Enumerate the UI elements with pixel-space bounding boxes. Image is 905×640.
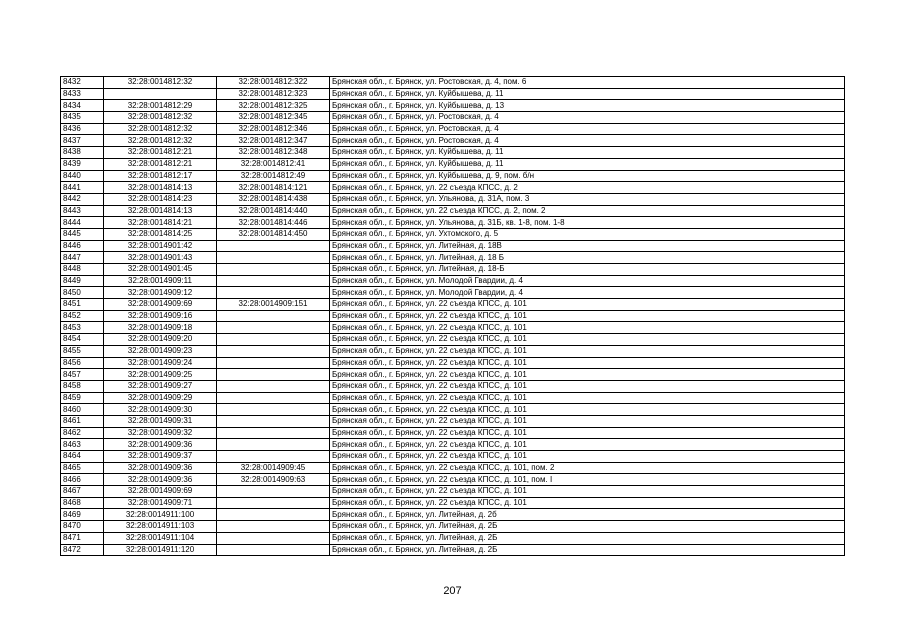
cadastral-block-cell: 32:28:0014909:11 <box>104 275 217 287</box>
cadastral-block-cell: 32:28:0014812:32 <box>104 123 217 135</box>
row-number-cell: 8456 <box>61 357 104 369</box>
cadastral-block-cell: 32:28:0014812:17 <box>104 170 217 182</box>
cadastral-block-cell: 32:28:0014909:36 <box>104 439 217 451</box>
cadastral-block-cell: 32:28:0014909:12 <box>104 287 217 299</box>
table-row <box>61 182 845 194</box>
table-row <box>61 88 845 100</box>
table-row <box>61 415 845 427</box>
cadastral-block-cell: 32:28:0014901:45 <box>104 264 217 276</box>
row-number-cell: 8441 <box>61 182 104 194</box>
address-cell: Брянская обл., г. Брянск, ул. 22 съезда КПСС, д. 101 <box>330 497 845 509</box>
address-cell: Брянская обл., г. Брянск, ул. 22 съезда КПСС, д. 101 <box>330 415 845 427</box>
cadastral-block-cell: 32:28:0014812:32 <box>104 112 217 124</box>
table-row <box>61 299 845 311</box>
object-number-cell <box>217 345 330 357</box>
row-number-cell: 8467 <box>61 486 104 498</box>
object-number-cell: 32:28:0014909:151 <box>217 299 330 311</box>
cadastral-block-cell: 32:28:0014909:29 <box>104 392 217 404</box>
address-cell: Брянская обл., г. Брянск, ул. Ульянова, д. 31Б, кв. 1-8, пом. 1-8 <box>330 217 845 229</box>
address-cell: Брянская обл., г. Брянск, ул. Литейная, д. 2б <box>330 509 845 521</box>
row-number-cell: 8449 <box>61 275 104 287</box>
object-number-cell <box>217 252 330 264</box>
table-row <box>61 123 845 135</box>
address-cell: Брянская обл., г. Брянск, ул. 22 съезда КПСС, д. 101 <box>330 369 845 381</box>
cadastral-block-cell: 32:28:0014812:21 <box>104 147 217 159</box>
object-number-cell: 32:28:0014812:348 <box>217 147 330 159</box>
row-number-cell: 8432 <box>61 77 104 89</box>
object-number-cell <box>217 334 330 346</box>
address-cell: Брянская обл., г. Брянск, ул. 22 съезда КПСС, д. 101 <box>330 345 845 357</box>
table-row <box>61 322 845 334</box>
table-row <box>61 497 845 509</box>
cadastral-block-cell: 32:28:0014812:29 <box>104 100 217 112</box>
address-cell: Брянская обл., г. Брянск, ул. 22 съезда КПСС, д. 101 <box>330 439 845 451</box>
row-number-cell: 8457 <box>61 369 104 381</box>
row-number-cell: 8433 <box>61 88 104 100</box>
cadastral-block-cell: 32:28:0014911:103 <box>104 521 217 533</box>
object-number-cell: 32:28:0014814:121 <box>217 182 330 194</box>
address-cell: Брянская обл., г. Брянск, ул. 22 съезда КПСС, д. 101 <box>330 334 845 346</box>
row-number-cell: 8439 <box>61 158 104 170</box>
cadastral-block-cell: 32:28:0014901:43 <box>104 252 217 264</box>
row-number-cell: 8465 <box>61 462 104 474</box>
object-number-cell <box>217 497 330 509</box>
table-row <box>61 345 845 357</box>
object-number-cell: 32:28:0014909:63 <box>217 474 330 486</box>
table-row <box>61 380 845 392</box>
address-cell: Брянская обл., г. Брянск, ул. Литейная, д. 18 Б <box>330 252 845 264</box>
row-number-cell: 8472 <box>61 544 104 556</box>
row-number-cell: 8444 <box>61 217 104 229</box>
object-number-cell: 32:28:0014812:346 <box>217 123 330 135</box>
address-cell: Брянская обл., г. Брянск, ул. Литейная, д. 2Б <box>330 532 845 544</box>
table-row <box>61 404 845 416</box>
address-cell: Брянская обл., г. Брянск, ул. 22 съезда КПСС, д. 101, пом. I <box>330 474 845 486</box>
table-row <box>61 532 845 544</box>
address-cell: Брянская обл., г. Брянск, ул. Литейная, д. 2Б <box>330 521 845 533</box>
object-number-cell <box>217 439 330 451</box>
address-cell: Брянская обл., г. Брянск, ул. 22 съезда КПСС, д. 101 <box>330 380 845 392</box>
cadastral-block-cell: 32:28:0014911:120 <box>104 544 217 556</box>
object-number-cell: 32:28:0014814:438 <box>217 193 330 205</box>
row-number-cell: 8448 <box>61 264 104 276</box>
table-row <box>61 544 845 556</box>
object-number-cell <box>217 240 330 252</box>
object-number-cell <box>217 264 330 276</box>
table-row <box>61 474 845 486</box>
row-number-cell: 8463 <box>61 439 104 451</box>
object-number-cell: 32:28:0014812:347 <box>217 135 330 147</box>
table-row <box>61 462 845 474</box>
table-row <box>61 252 845 264</box>
cadastral-block-cell: 32:28:0014901:42 <box>104 240 217 252</box>
row-number-cell: 8471 <box>61 532 104 544</box>
cadastral-block-cell: 32:28:0014909:69 <box>104 299 217 311</box>
row-number-cell: 8443 <box>61 205 104 217</box>
address-cell: Брянская обл., г. Брянск, ул. Молодой Гвардии, д. 4 <box>330 275 845 287</box>
cadastral-block-cell: 32:28:0014814:13 <box>104 182 217 194</box>
address-cell: Брянская обл., г. Брянск, ул. 22 съезда КПСС, д. 101 <box>330 451 845 463</box>
cadastral-block-cell: 32:28:0014909:69 <box>104 486 217 498</box>
object-number-cell <box>217 509 330 521</box>
address-cell: Брянская обл., г. Брянск, ул. Ульянова, д. 31А, пом. 3 <box>330 193 845 205</box>
object-number-cell: 32:28:0014814:446 <box>217 217 330 229</box>
address-cell: Брянская обл., г. Брянск, ул. 22 съезда КПСС, д. 2 <box>330 182 845 194</box>
object-number-cell <box>217 310 330 322</box>
table-row <box>61 451 845 463</box>
address-cell: Брянская обл., г. Брянск, ул. Ростовская, д. 4, пом. 6 <box>330 77 845 89</box>
address-cell: Брянская обл., г. Брянск, ул. Куйбышева, д. 13 <box>330 100 845 112</box>
object-number-cell <box>217 451 330 463</box>
object-number-cell: 32:28:0014812:41 <box>217 158 330 170</box>
table-row <box>61 264 845 276</box>
row-number-cell: 8447 <box>61 252 104 264</box>
cadastral-block-cell: 32:28:0014909:23 <box>104 345 217 357</box>
address-cell: Брянская обл., г. Брянск, ул. Ростовская, д. 4 <box>330 112 845 124</box>
object-number-cell <box>217 486 330 498</box>
row-number-cell: 8453 <box>61 322 104 334</box>
cadastral-block-cell: 32:28:0014909:18 <box>104 322 217 334</box>
address-cell: Брянская обл., г. Брянск, ул. Литейная, д. 18-Б <box>330 264 845 276</box>
address-cell: Брянская обл., г. Брянск, ул. 22 съезда КПСС, д. 101 <box>330 299 845 311</box>
address-cell: Брянская обл., г. Брянск, ул. Куйбышева, д. 11 <box>330 88 845 100</box>
cadastral-block-cell: 32:28:0014814:13 <box>104 205 217 217</box>
object-number-cell: 32:28:0014812:322 <box>217 77 330 89</box>
cadastral-block-cell: 32:28:0014909:36 <box>104 474 217 486</box>
table-row <box>61 228 845 240</box>
cadastral-block-cell: 32:28:0014909:25 <box>104 369 217 381</box>
address-cell: Брянская обл., г. Брянск, ул. Ростовская, д. 4 <box>330 123 845 135</box>
cadastral-block-cell: 32:28:0014909:16 <box>104 310 217 322</box>
table-row <box>61 334 845 346</box>
table-row <box>61 170 845 182</box>
row-number-cell: 8454 <box>61 334 104 346</box>
cadastral-block-cell: 32:28:0014909:32 <box>104 427 217 439</box>
object-number-cell: 32:28:0014814:450 <box>217 228 330 240</box>
table-row <box>61 240 845 252</box>
row-number-cell: 8469 <box>61 509 104 521</box>
address-cell: Брянская обл., г. Брянск, ул. Литейная, д. 18В <box>330 240 845 252</box>
row-number-cell: 8459 <box>61 392 104 404</box>
address-cell: Брянская обл., г. Брянск, ул. Куйбышева, д. 11 <box>330 147 845 159</box>
table-row <box>61 392 845 404</box>
cadastral-block-cell: 32:28:0014909:71 <box>104 497 217 509</box>
row-number-cell: 8458 <box>61 380 104 392</box>
row-number-cell: 8468 <box>61 497 104 509</box>
table-row <box>61 521 845 533</box>
object-number-cell: 32:28:0014814:440 <box>217 205 330 217</box>
table-row <box>61 439 845 451</box>
row-number-cell: 8452 <box>61 310 104 322</box>
address-cell: Брянская обл., г. Брянск, ул. 22 съезда КПСС, д. 101 <box>330 404 845 416</box>
cadastral-block-cell: 32:28:0014909:24 <box>104 357 217 369</box>
object-number-cell: 32:28:0014812:325 <box>217 100 330 112</box>
table-row <box>61 486 845 498</box>
object-number-cell <box>217 404 330 416</box>
object-number-cell <box>217 287 330 299</box>
table-row <box>61 275 845 287</box>
object-number-cell <box>217 380 330 392</box>
row-number-cell: 8451 <box>61 299 104 311</box>
object-number-cell <box>217 415 330 427</box>
registry-table-body <box>61 77 845 556</box>
cadastral-block-cell: 32:28:0014812:32 <box>104 135 217 147</box>
table-row <box>61 158 845 170</box>
cadastral-block-cell: 32:28:0014909:20 <box>104 334 217 346</box>
registry-table <box>60 76 845 556</box>
address-cell: Брянская обл., г. Брянск, ул. 22 съезда КПСС, д. 101 <box>330 357 845 369</box>
object-number-cell <box>217 275 330 287</box>
row-number-cell: 8445 <box>61 228 104 240</box>
table-row <box>61 205 845 217</box>
address-cell: Брянская обл., г. Брянск, ул. 22 съезда КПСС, д. 101 <box>330 486 845 498</box>
row-number-cell: 8440 <box>61 170 104 182</box>
cadastral-block-cell: 32:28:0014814:21 <box>104 217 217 229</box>
object-number-cell <box>217 427 330 439</box>
cadastral-block-cell: 32:28:0014814:23 <box>104 193 217 205</box>
address-cell: Брянская обл., г. Брянск, ул. 22 съезда КПСС, д. 101 <box>330 310 845 322</box>
cadastral-block-cell: 32:28:0014812:32 <box>104 77 217 89</box>
row-number-cell: 8437 <box>61 135 104 147</box>
address-cell: Брянская обл., г. Брянск, ул. Куйбышева, д. 9, пом. б/н <box>330 170 845 182</box>
table-row <box>61 135 845 147</box>
object-number-cell <box>217 357 330 369</box>
cadastral-block-cell <box>104 88 217 100</box>
address-cell: Брянская обл., г. Брянск, ул. Литейная, д. 2Б <box>330 544 845 556</box>
row-number-cell: 8455 <box>61 345 104 357</box>
table-row <box>61 77 845 89</box>
cadastral-block-cell: 32:28:0014909:27 <box>104 380 217 392</box>
cadastral-block-cell: 32:28:0014909:30 <box>104 404 217 416</box>
cadastral-block-cell: 32:28:0014812:21 <box>104 158 217 170</box>
object-number-cell: 32:28:0014909:45 <box>217 462 330 474</box>
cadastral-block-cell: 32:28:0014909:37 <box>104 451 217 463</box>
row-number-cell: 8470 <box>61 521 104 533</box>
row-number-cell: 8466 <box>61 474 104 486</box>
cadastral-block-cell: 32:28:0014909:36 <box>104 462 217 474</box>
row-number-cell: 8461 <box>61 415 104 427</box>
row-number-cell: 8450 <box>61 287 104 299</box>
table-row <box>61 287 845 299</box>
object-number-cell <box>217 369 330 381</box>
object-number-cell: 32:28:0014812:323 <box>217 88 330 100</box>
row-number-cell: 8436 <box>61 123 104 135</box>
table-row <box>61 147 845 159</box>
address-cell: Брянская обл., г. Брянск, ул. 22 съезда КПСС, д. 101 <box>330 322 845 334</box>
table-row <box>61 369 845 381</box>
table-row <box>61 509 845 521</box>
address-cell: Брянская обл., г. Брянск, ул. 22 съезда КПСС, д. 101 <box>330 427 845 439</box>
table-row <box>61 310 845 322</box>
table-row <box>61 427 845 439</box>
table-row <box>61 357 845 369</box>
address-cell: Брянская обл., г. Брянск, ул. Ухтомского, д. 5 <box>330 228 845 240</box>
cadastral-block-cell: 32:28:0014814:25 <box>104 228 217 240</box>
address-cell: Брянская обл., г. Брянск, ул. Ростовская, д. 4 <box>330 135 845 147</box>
row-number-cell: 8442 <box>61 193 104 205</box>
address-cell: Брянская обл., г. Брянск, ул. Куйбышева, д. 11 <box>330 158 845 170</box>
cadastral-block-cell: 32:28:0014909:31 <box>104 415 217 427</box>
table-row <box>61 112 845 124</box>
row-number-cell: 8464 <box>61 451 104 463</box>
address-cell: Брянская обл., г. Брянск, ул. Молодой Гвардии, д. 4 <box>330 287 845 299</box>
row-number-cell: 8434 <box>61 100 104 112</box>
page-number: 207 <box>443 585 462 597</box>
row-number-cell: 8462 <box>61 427 104 439</box>
object-number-cell <box>217 392 330 404</box>
row-number-cell: 8460 <box>61 404 104 416</box>
cadastral-block-cell: 32:28:0014911:104 <box>104 532 217 544</box>
row-number-cell: 8446 <box>61 240 104 252</box>
object-number-cell <box>217 521 330 533</box>
row-number-cell: 8438 <box>61 147 104 159</box>
object-number-cell <box>217 532 330 544</box>
object-number-cell <box>217 322 330 334</box>
address-cell: Брянская обл., г. Брянск, ул. 22 съезда КПСС, д. 101 <box>330 392 845 404</box>
object-number-cell: 32:28:0014812:345 <box>217 112 330 124</box>
table-row <box>61 100 845 112</box>
object-number-cell: 32:28:0014812:49 <box>217 170 330 182</box>
cadastral-block-cell: 32:28:0014911:100 <box>104 509 217 521</box>
address-cell: Брянская обл., г. Брянск, ул. 22 съезда КПСС, д. 101, пом. 2 <box>330 462 845 474</box>
address-cell: Брянская обл., г. Брянск, ул. 22 съезда КПСС, д. 2, пом. 2 <box>330 205 845 217</box>
object-number-cell <box>217 544 330 556</box>
table-row <box>61 193 845 205</box>
row-number-cell: 8435 <box>61 112 104 124</box>
table-row <box>61 217 845 229</box>
